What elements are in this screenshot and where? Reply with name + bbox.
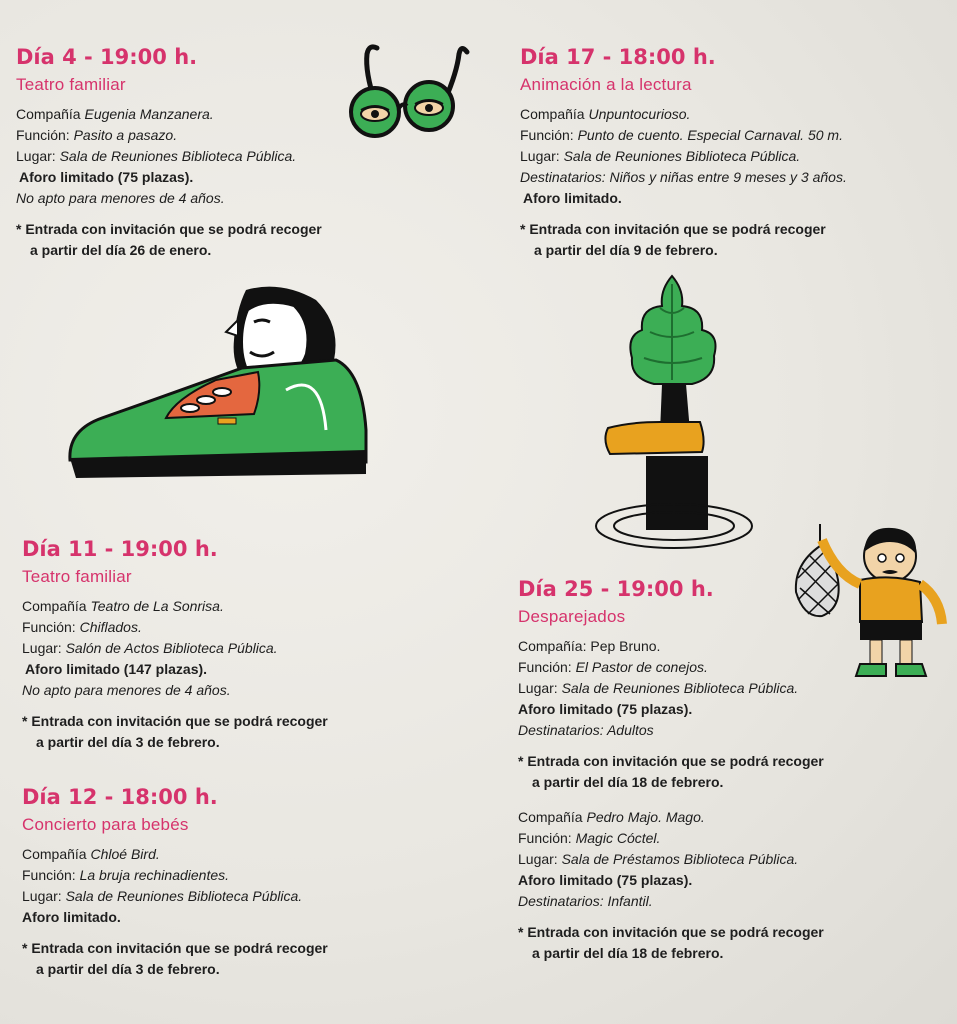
invitation-note: * Entrada con invitación que se podrá recoger a partir del día 18 de febrero. bbox=[518, 753, 824, 790]
invitation-note: * Entrada con invitación que se podrá recoger a partir del día 26 de enero. bbox=[16, 221, 322, 258]
artichoke-boot-illustration bbox=[590, 272, 756, 557]
audience-line: Destinatarios: Adultos bbox=[518, 722, 654, 738]
company-line: Compañía Teatro de La Sonrisa. bbox=[22, 598, 224, 614]
shoe-face-illustration bbox=[66, 280, 370, 480]
place-line: Lugar: Sala de Reuniones Biblioteca Pública. bbox=[520, 148, 801, 164]
place-line: Lugar: Sala de Reuniones Biblioteca Pública. bbox=[22, 888, 303, 904]
glasses-illustration bbox=[345, 42, 475, 140]
company-line: Compañía Chloé Bird. bbox=[22, 846, 160, 862]
function-line: Función: Pasito a pasazo. bbox=[16, 127, 178, 143]
company-line: Compañía Eugenia Manzanera. bbox=[16, 106, 214, 122]
function-line-b: Función: Magic Cóctel. bbox=[518, 830, 661, 846]
capacity-line: Aforo limitado. bbox=[523, 190, 622, 206]
event-day12 bbox=[22, 784, 328, 980]
company-line: Compañía: Pep Bruno. bbox=[518, 638, 661, 654]
capacity-line: Aforo limitado (75 plazas). bbox=[19, 169, 194, 185]
event-date: Día 12 - 18:00 h. bbox=[22, 785, 218, 809]
place-line-b: Lugar: Sala de Préstamos Biblioteca Pública. bbox=[518, 851, 799, 867]
capacity-line: Aforo limitado. bbox=[22, 909, 121, 925]
capacity-line: Aforo limitado (147 plazas). bbox=[25, 661, 208, 677]
event-category: Desparejados bbox=[518, 607, 626, 626]
function-line: Función: Punto de cuento. Especial Carnaval. 50 m. bbox=[520, 127, 843, 143]
event-date: Día 17 - 18:00 h. bbox=[520, 45, 716, 69]
event-day11 bbox=[22, 536, 328, 753]
event-category: Animación a la lectura bbox=[520, 75, 692, 94]
event-category: Teatro familiar bbox=[16, 75, 126, 94]
audience-line-b: Destinatarios: Infantil. bbox=[518, 893, 653, 909]
company-line: Compañía Unpuntocurioso. bbox=[520, 106, 691, 122]
boy-with-bag-illustration bbox=[790, 518, 950, 683]
invitation-note: * Entrada con invitación que se podrá recoger a partir del día 3 de febrero. bbox=[22, 940, 328, 977]
invitation-note: * Entrada con invitación que se podrá recoger a partir del día 3 de febrero. bbox=[22, 713, 328, 750]
event-date: Día 4 - 19:00 h. bbox=[16, 45, 198, 69]
place-line: Lugar: Sala de Reuniones Biblioteca Pública. bbox=[518, 680, 799, 696]
event-category: Concierto para bebés bbox=[22, 815, 189, 834]
function-line: Función: El Pastor de conejos. bbox=[518, 659, 708, 675]
audience-line: Destinatarios: Niños y niñas entre 9 meses y 3 años. bbox=[520, 169, 847, 185]
function-line: Función: La bruja rechinadientes. bbox=[22, 867, 230, 883]
event-date: Día 25 - 19:00 h. bbox=[518, 577, 714, 601]
event-category: Teatro familiar bbox=[22, 567, 132, 586]
event-day4 bbox=[16, 44, 322, 261]
event-day17 bbox=[520, 44, 847, 261]
event-day25 bbox=[518, 576, 824, 964]
event-date: Día 11 - 19:00 h. bbox=[22, 537, 218, 561]
restriction-line: No apto para menores de 4 años. bbox=[16, 190, 225, 206]
restriction-line: No apto para menores de 4 años. bbox=[22, 682, 231, 698]
function-line: Función: Chiflados. bbox=[22, 619, 142, 635]
capacity-line: Aforo limitado (75 plazas). bbox=[518, 701, 693, 717]
place-line: Lugar: Sala de Reuniones Biblioteca Pública. bbox=[16, 148, 297, 164]
company-line-b: Compañía Pedro Majo. Mago. bbox=[518, 809, 705, 825]
capacity-line-b: Aforo limitado (75 plazas). bbox=[518, 872, 693, 888]
invitation-note: * Entrada con invitación que se podrá recoger a partir del día 9 de febrero. bbox=[520, 221, 826, 258]
invitation-note-b: * Entrada con invitación que se podrá recoger a partir del día 18 de febrero. bbox=[518, 924, 824, 961]
place-line: Lugar: Salón de Actos Biblioteca Pública. bbox=[22, 640, 278, 656]
